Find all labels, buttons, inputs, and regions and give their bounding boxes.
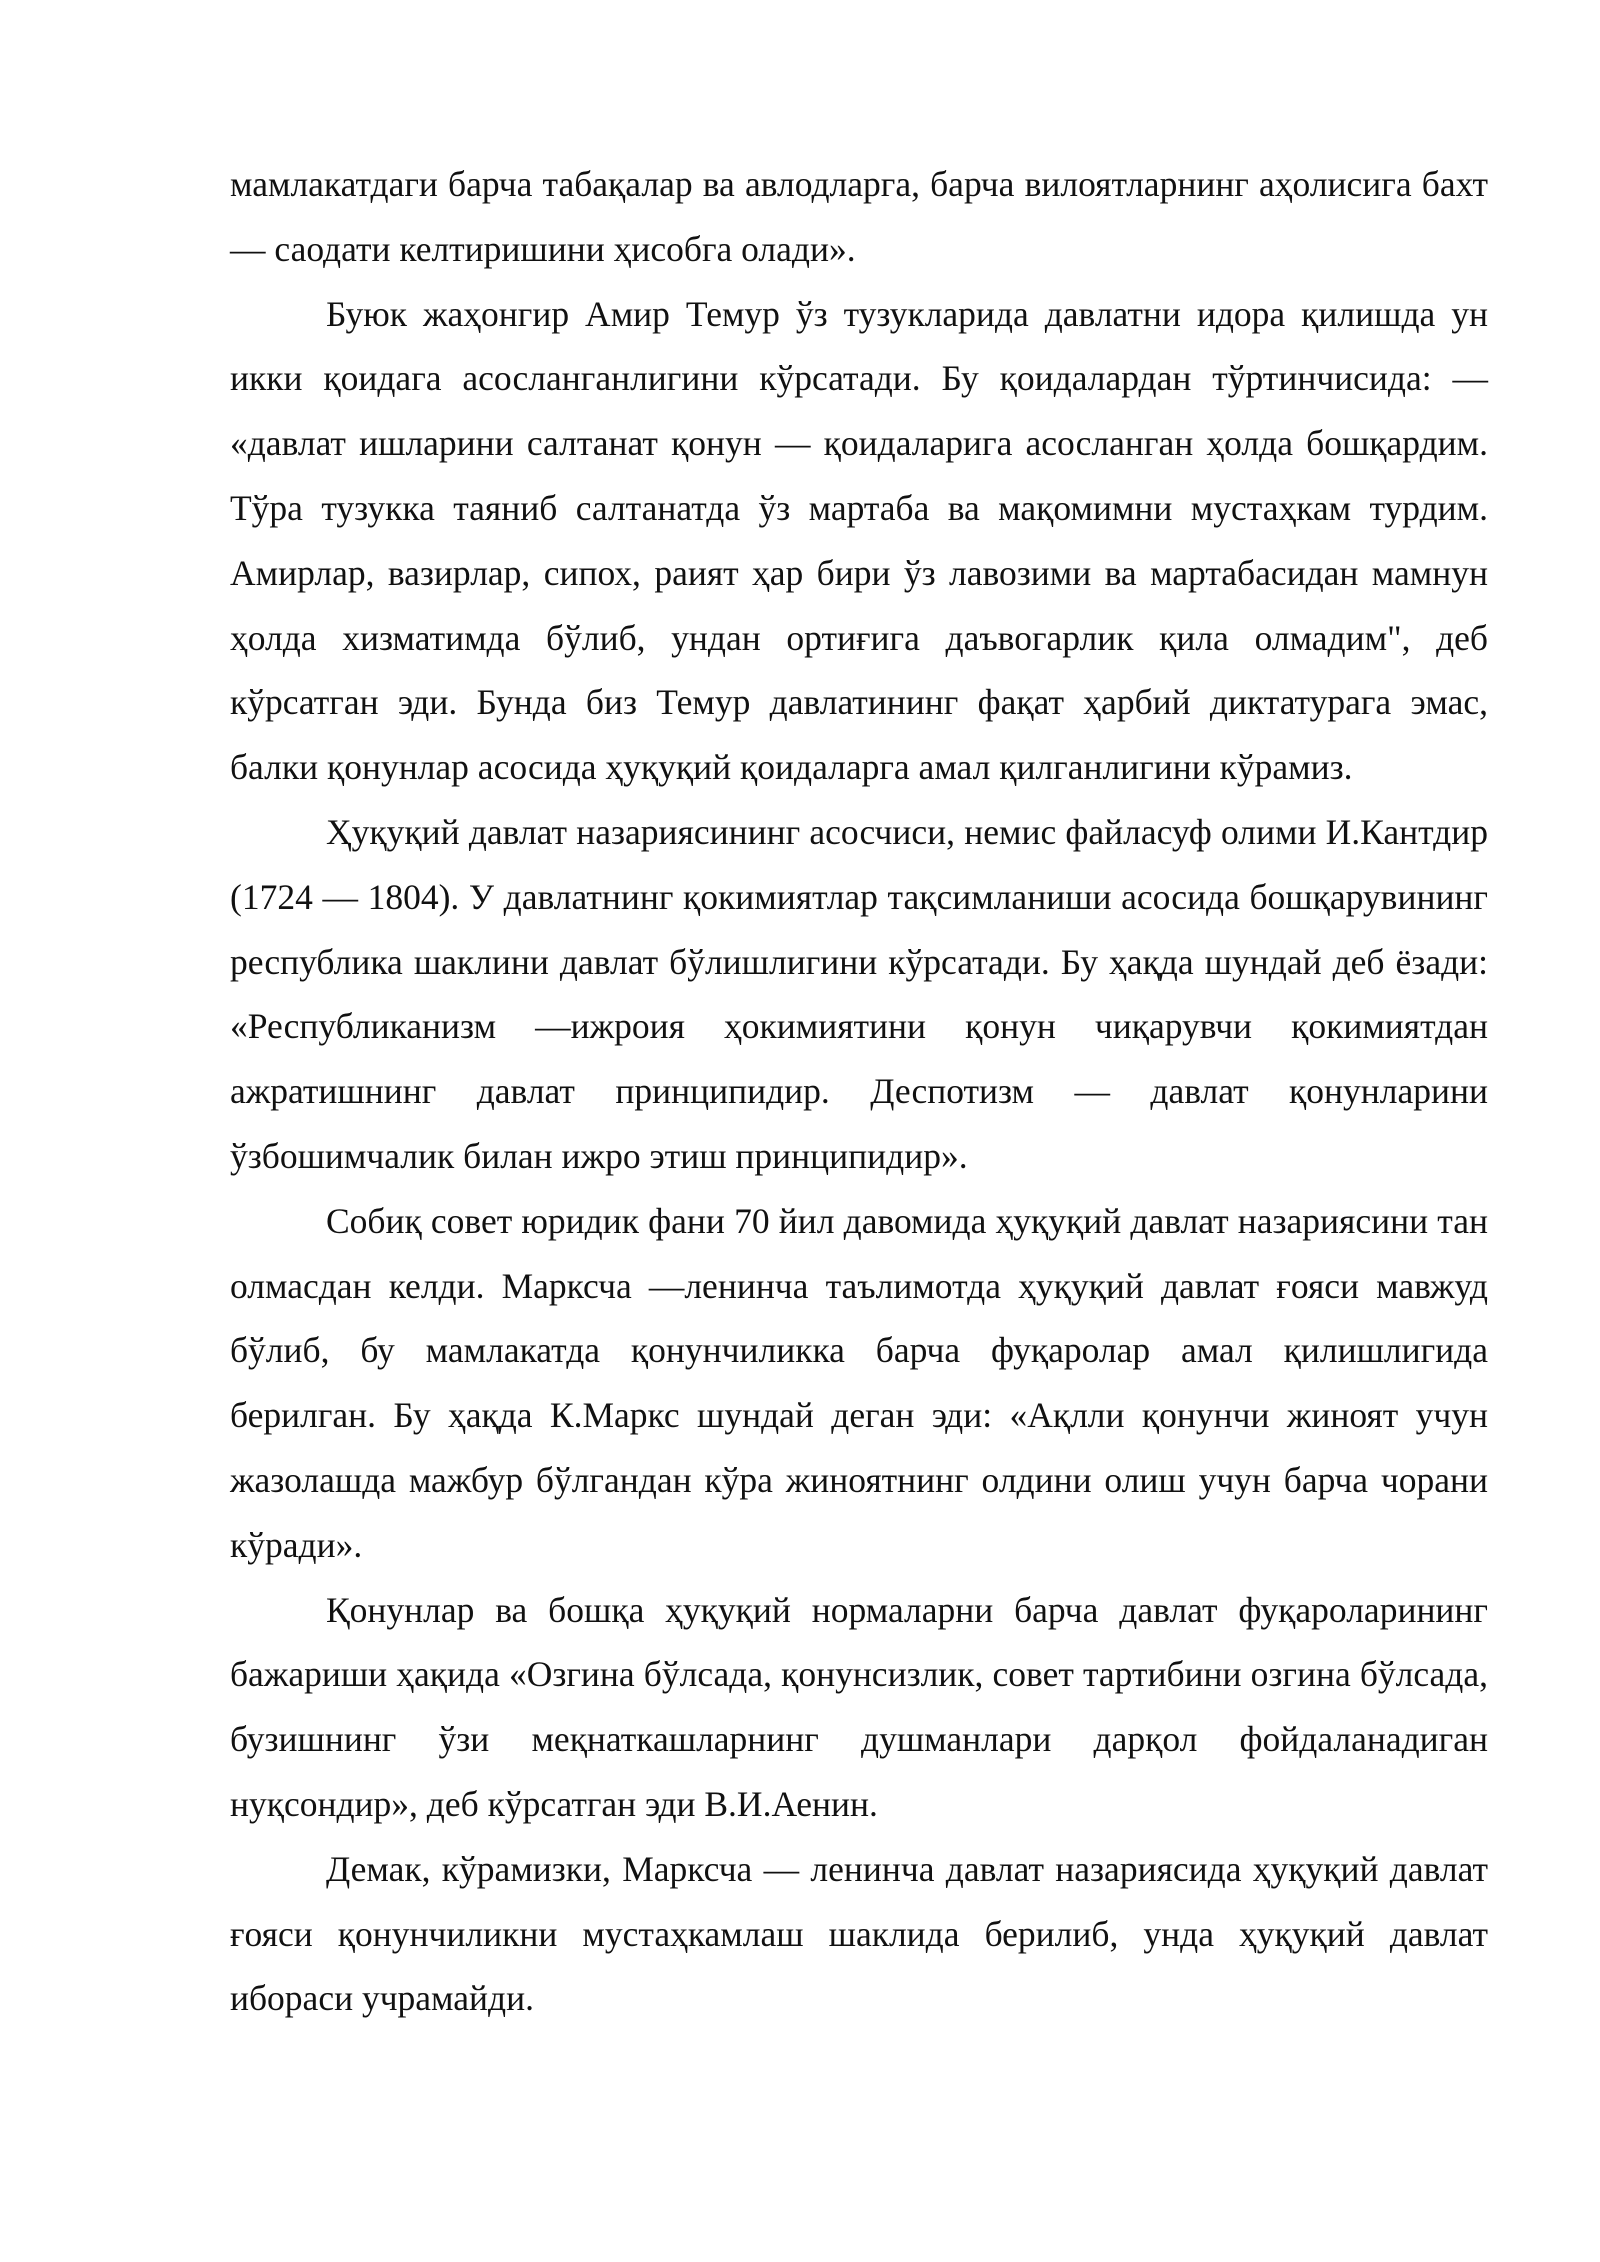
paragraph-kant: Ҳуқуқий давлат назариясининг асосчиси, немис файласуф олими И.Кантдир (1724 — 1804). У давлатнинг қокимиятлар тақсимланиши асосида бошқарувининг республика шаклини давлат бўлишлигини кўрсатади. Бу ҳақда шундай деб ёзади: «Республиканизм —ижроия ҳокимиятини қонун чиқарувчи қокимиятдан ажратишнинг давлат принципидир. Деспотизм — давлат қонунларини ўзбошимчалик билан ижро этиш принципидир». [230, 811, 1488, 1176]
document-body [230, 152, 1488, 2031]
paragraph-conclusion: Демак, кўрамизки, Марксча — ленинча давлат назариясида ҳуқуқий давлат ғояси қонунчиликни мустаҳкамлаш шаклида берилиб, унда ҳуқуқий давлат ибораси учрамайди. [230, 1848, 1488, 2019]
paragraph-laws-norms: Қонунлар ва бошқа ҳуқуқий нормаларни барча давлат фуқароларининг бажариши ҳақида «Озгина бўлсада, қонунсизлик, совет тартибини озгина бўлсада, бузишнинг ўзи меқнаткашларнинг душманлари дарқол фойдаланадиган нуқсондир», деб кўрсатган эди В.И.Аенин. [230, 1589, 1488, 1824]
paragraph-amir-temur: Буюк жаҳонгир Амир Темур ўз тузукларида давлатни идора қилишда ун икки қоидага асосланганлигини кўрсатади. Бу қоидалардан тўртинчисида: — «давлат ишларини салтанат қонун — қоидаларига асосланган ҳолда бошқардим. Тўра тузукка таяниб салтанатда ўз мартаба ва мақомимни мустаҳкам турдим. Амирлар, вазирлар, сипох, раият ҳар бири ўз лавозими ва мартабасидан мамнун ҳолда хизматимда бўлиб, ундан ортиғига даъвогарлик қила олмадим", деб кўрсатган эди. Бунда биз Темур давлатининг фақат ҳарбий диктатурага эмас, балки қонунлар асосида ҳуқуқий қоидаларга амал қилганлигини кўрамиз. [230, 293, 1488, 788]
paragraph-continuation: мамлакатдаги барча табақалар ва авлодларга, барча вилоятларнинг аҳолисига бахт — саодати келтиришини ҳисобга олади». [230, 164, 1488, 269]
paragraph-soviet-jurisprudence: Собиқ совет юридик фани 70 йил давомида ҳуқуқий давлат назариясини тан олмасдан келди. Марксча —ленинча таълимотда ҳуқуқий давлат ғояси мавжуд бўлиб, бу мамлакатда қонунчиликка барча фуқаролар амал қилишлигида берилган. Бу ҳақда К.Маркс шундай деган эди: «Ақлли қонунчи жиноят учун жазолашда мажбур бўлгандан кўра жиноятнинг олдини олиш учун барча чорани кўради». [230, 1200, 1488, 1565]
